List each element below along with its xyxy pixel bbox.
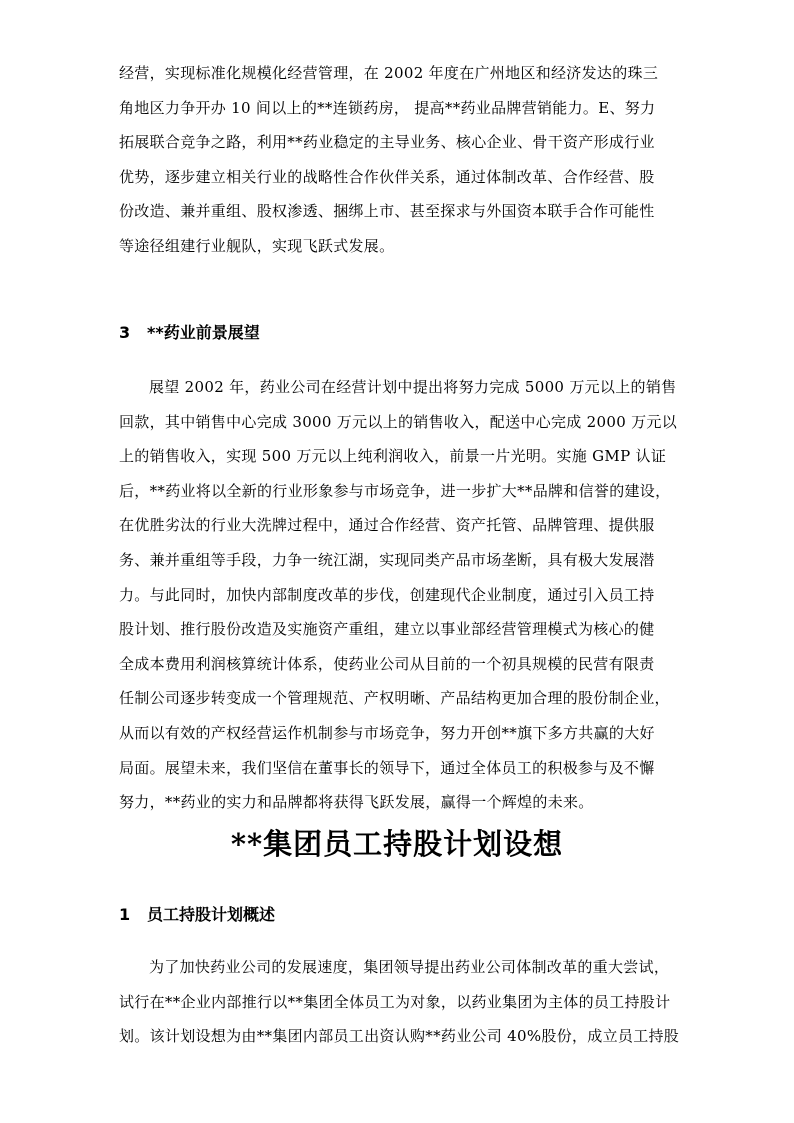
text-line: 局面。展望未来，我们坚信在董事长的领导下，通过全体员工的积极参与及不懈: [119, 758, 655, 777]
document-title: **集团员工持股计划设想: [230, 827, 564, 861]
text-line: 在优胜劣汰的行业大洗牌过程中，通过合作经营、资产托管、品牌管理、提供服: [119, 516, 655, 535]
text-line: 等途径组建行业舰队，实现飞跃式发展。: [119, 236, 395, 255]
text-line: 划。该计划设想为由**集团内部员工出资认购**药业公司 40%股份，成立员工持股: [119, 1027, 680, 1046]
section-title: 员工持股计划概述: [147, 905, 276, 924]
text-line: 力。与此同时，加快内部制度改革的步伐，创建现代企业制度，通过引入员工持: [119, 585, 655, 604]
section-number: 1: [119, 905, 131, 924]
text-line: 优势，逐步建立相关行业的战略性合作伙伴关系，通过体制改革、合作经营、股: [119, 167, 655, 186]
section-heading-prospects: [119, 320, 260, 343]
text-line: 任制公司逐步转变成一个管理规范、产权明晰、产品结构更加合理的股份制企业，: [119, 689, 670, 708]
text-line: 试行在**企业内部推行以**集团全体员工为对象，以药业集团为主体的员工持股计: [119, 992, 671, 1011]
text-line: 努力，**药业的实力和品牌都将获得飞跃发展，赢得一个辉煌的未来。: [119, 793, 594, 812]
paragraph-strategy: [119, 56, 675, 264]
text-line: 股计划、推行股份改造及实施资产重组，建立以事业部经营管理模式为核心的健: [119, 620, 655, 639]
text-line: 务、兼并重组等手段，力争一统江湖，实现同类产品市场垄断，具有极大发展潜: [119, 550, 655, 569]
section-number: 3: [119, 323, 131, 342]
text-line: 份改造、兼并重组、股权渗透、捆绑上市、甚至探求与外国资本联手合作可能性: [119, 202, 655, 221]
section-title: **药业前景展望: [147, 323, 260, 342]
text-line: 从而以有效的产权经营运作机制参与市场竞争，努力开创**旗下多方共赢的大好: [119, 723, 655, 742]
text-line: 经营，实现标准化规模化经营管理，在 2002 年度在广州地区和经济发达的珠三: [119, 64, 659, 82]
text-line: 上的销售收入，实现 500 万元以上纯利润收入，前景一片光明。实施 GMP 认证: [119, 447, 667, 466]
text-line: 角地区力争开办 10 间以上的**连锁药房， 提高**药业品牌营销能力。E、努力: [119, 98, 656, 117]
text-line: 为了加快药业公司的发展速度，集团领导提出药业公司体制改革的重大尝试，: [149, 958, 670, 976]
text-line: 后，**药业将以全新的行业形象参与市场竞争，进一步扩大**品牌和信誉的建设，: [119, 481, 671, 500]
text-line: 展望 2002 年，药业公司在经营计划中提出将努力完成 5000 万元以上的销售: [149, 378, 677, 396]
section-heading-overview: [119, 902, 275, 925]
text-line: 回款，其中销售中心完成 3000 万元以上的销售收入，配送中心完成 2000 万元以: [119, 412, 678, 431]
text-line: 全成本费用利润核算统计体系，使药业公司从目前的一个初具规模的民营有限责: [119, 654, 655, 673]
paragraph-overview: [119, 950, 680, 1054]
paragraph-prospects: [119, 370, 678, 820]
text-line: 拓展联合竞争之路，利用**药业稳定的主导业务、核心企业、骨干资产形成行业: [119, 133, 655, 152]
